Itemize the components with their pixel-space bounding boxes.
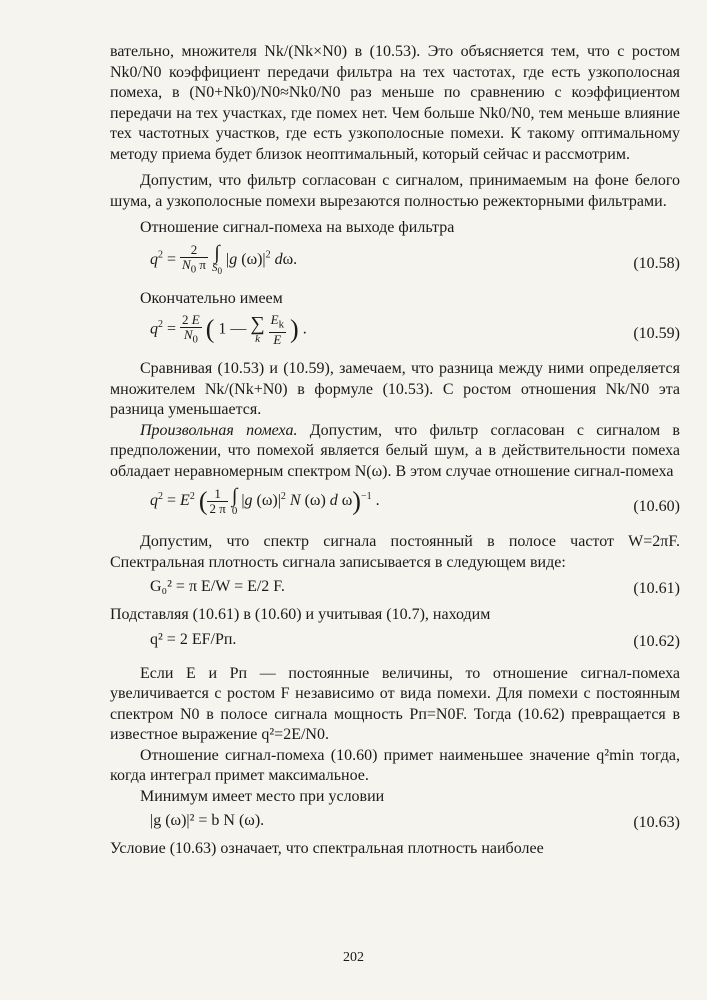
- equation-number: (10.62): [633, 632, 680, 650]
- page-number: 202: [343, 950, 364, 965]
- equation-10-58: $q^2$ = $\frac{2}{N_0 \pi}$ ∫ $S_0$ |g $(\omega)|^2$ dω. (10.58): [150, 241, 680, 276]
- equation-10-62: q² = 2 EF/Pп. (10.62): [110, 630, 680, 654]
- equation-number: (10.58): [633, 254, 680, 272]
- paragraph-11: Минимум имеет место при условии: [140, 787, 385, 805]
- paragraph-12: Условие (10.63) означает, что спектральная плотность наиболее: [110, 840, 544, 857]
- paragraph-4: Окончательно имеем: [140, 289, 283, 307]
- italic-heading: Произвольная помеха.: [140, 421, 298, 439]
- paragraph-10: Отношение сигнал-помеха (10.60) примет наименьшее значение q²min тогда, когда интеграл примет максимальное.: [110, 746, 680, 784]
- paragraph-9: Если E и Pп — постоянные величины, то отношение сигнал-помеха увеличивается с ростом F независимо от вида помехи. Для помехи с постоянным спектром N0 в полосе сигнала мощность Pп=N0F. Тогда (10.62) превращается в известное выражение q²=2E/N0.: [110, 664, 680, 743]
- equation-10-61: G₀² = π E/W = E/2 F. (10.61): [110, 577, 680, 601]
- paragraph-7: Допустим, что спектр сигнала постоянный в полосе частот W=2πF. Спектральная плотность сигнала записывается в следующем виде:: [110, 533, 680, 571]
- equation-number: (10.61): [633, 579, 680, 597]
- equation-10-60: $q^2 = E^2$ ( $\frac{1}{2 \pi}$ ∫ 0 |g $(\omega)|^2$ N (ω) d ω)$^{-1}$ . (10.60): [150, 485, 680, 517]
- paragraph-1: вательно, множителя Nk/(Nk×N0) в (10.53). Это объясняется тем, что с ростом Nk0/N0 коэффициент передачи фильтра на тех частотах, где есть узкополосная помеха, в (N0+Nk0)/N0≈Nk0/N0 раз меньше по сравнению с коэффициентом передачи на тех участках, где помех нет. Чем больше Nk0/N0, тем меньше влияние тех частотных участков, где есть узкополосные помехи. К такому оптимальному методу приема будет близок неоптимальный, который сейчас и рассмотрим.: [110, 43, 680, 163]
- paragraph-6: Произвольная помеха. Допустим, что фильтр согласован с сигналом в предположении, что помехой является белый шум, а в действительности помеха обладает неравномерным спектром N(ω). В этом случае отношение сигнал-помеха: [110, 421, 680, 480]
- paragraph-2: Допустим, что фильтр согласован с сигналом, принимаемым на фоне белого шума, а узкополосные помехи вырезаются полностью режекторными фильтрами.: [110, 172, 680, 210]
- equation-number: (10.63): [633, 813, 680, 831]
- equation-10-63: |g (ω)|² = b N (ω). (10.63): [110, 811, 680, 835]
- paragraph-3: Отношение сигнал-помеха на выходе фильтра: [140, 219, 455, 236]
- equation-number: (10.60): [633, 497, 680, 515]
- paragraph-5: Сравнивая (10.53) и (10.59), замечаем, что разница между ними определяется множителем Nk/(Nk+N0) в формуле (10.53). С ростом отношения Nk/N0 эта разница уменьшается.: [110, 360, 680, 418]
- equation-number: (10.59): [633, 324, 680, 342]
- page-body: [110, 42, 680, 860]
- paragraph-8: Подставляя (10.61) в (10.60) и учитывая (10.7), находим: [110, 606, 491, 623]
- equation-10-59: $q^2$ = $\frac{2 E}{N_0}$ ( 1 — ∑ k $\frac{E_k}{E}$ ) . (10.59): [150, 312, 680, 347]
